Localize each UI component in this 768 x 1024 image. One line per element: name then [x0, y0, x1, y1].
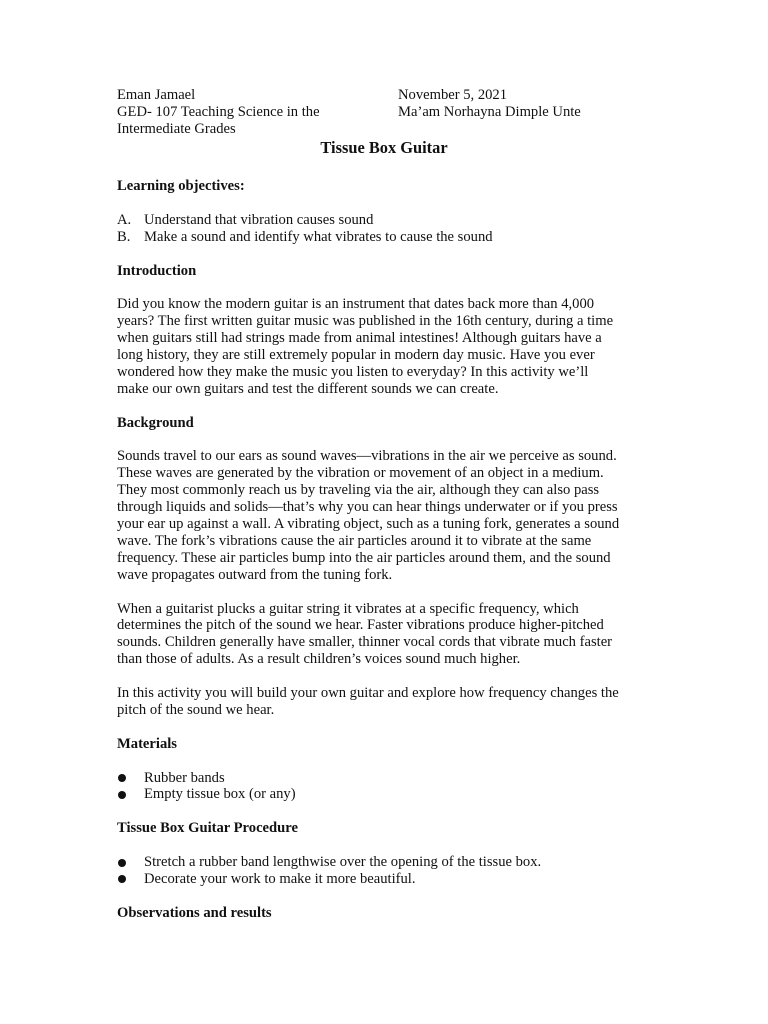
objective-marker: B. [117, 228, 131, 245]
procedure-step [117, 871, 657, 888]
materials-heading: Materials [117, 735, 177, 752]
objectives-heading: Learning objectives: [117, 178, 245, 194]
date-block [398, 87, 698, 121]
course-line-2: Intermediate Grades [117, 120, 236, 137]
material-text: Empty tissue box (or any) [144, 786, 296, 803]
bullet-icon [118, 859, 126, 867]
author-block [117, 87, 377, 138]
procedure-text: Stretch a rubber band lengthwise over the opening of the tissue box. [144, 854, 542, 871]
material-item [117, 770, 657, 787]
introduction-heading: Introduction [117, 262, 197, 279]
document-date: November 5, 2021 [398, 87, 508, 103]
objectives-list [117, 212, 657, 246]
objective-text: Understand that vibration causes sound [144, 211, 374, 228]
course-line-1: GED- 107 Teaching Science in the [117, 103, 320, 120]
background-paragraph-2: When a guitarist plucks a guitar string it vibrates at a specific frequency, which determines the pitch of the sound we hear. Faster vibrations produce higher-pitched sounds. Children generally have smaller, thinner vocal cords that vibrate much faster than those of adults. As a result children’s voices sound much higher. [117, 600, 613, 668]
bullet-icon [118, 791, 126, 799]
objective-text: Make a sound and identify what vibrates to cause the sound [144, 228, 493, 245]
background-paragraph-1: Sounds travel to our ears as sound waves—vibrations in the air we perceive as sound. These waves are generated by the vibration or movement of an object in a medium. They most commonly reach us by traveling via the air, although they can also pass through liquids and solids—that’s why you can hear things underwater or if you press your ear up against a wall. A vibrating object, such as a tuning fork, generates a sound wave. The fork’s vibrations cause the air particles around it to vibrate at the same frequency. These air particles bump into the air particles around them, and the sound wave propagates outward from the tuning fork. [117, 448, 620, 583]
objective-item [117, 229, 657, 246]
procedure-list [117, 854, 657, 888]
procedure-text: Decorate your work to make it more beautiful. [144, 870, 416, 887]
procedure-step [117, 854, 657, 871]
material-item [117, 786, 657, 803]
document-body [117, 178, 657, 922]
introduction-paragraph: Did you know the modern guitar is an instrument that dates back more than 4,000 years? The first written guitar music was published in the 16th century, during a time when guitars still had strings made from animal intestines! Although guitars have a long history, they are still extremely popular in modern day music. Have you ever wondered how they make the music you listen to everyday? In this activity we’ll make our own guitars and test the different sounds we can create. [117, 296, 614, 397]
background-heading: Background [117, 414, 194, 431]
background-paragraph-3: In this activity you will build your own guitar and explore how frequency changes the pitch of the sound we hear. [117, 685, 619, 718]
material-text: Rubber bands [144, 769, 225, 786]
materials-list [117, 770, 657, 804]
procedure-heading: Tissue Box Guitar Procedure [117, 820, 298, 837]
bullet-icon [118, 774, 126, 782]
bullet-icon [118, 875, 126, 883]
author-name: Eman Jamael [117, 87, 196, 103]
document-title: Tissue Box Guitar [320, 138, 448, 157]
observations-heading: Observations and results [117, 904, 272, 921]
instructor-name: Ma’am Norhayna Dimple Unte [398, 103, 581, 120]
objective-item [117, 212, 657, 229]
objective-marker: A. [117, 211, 132, 228]
